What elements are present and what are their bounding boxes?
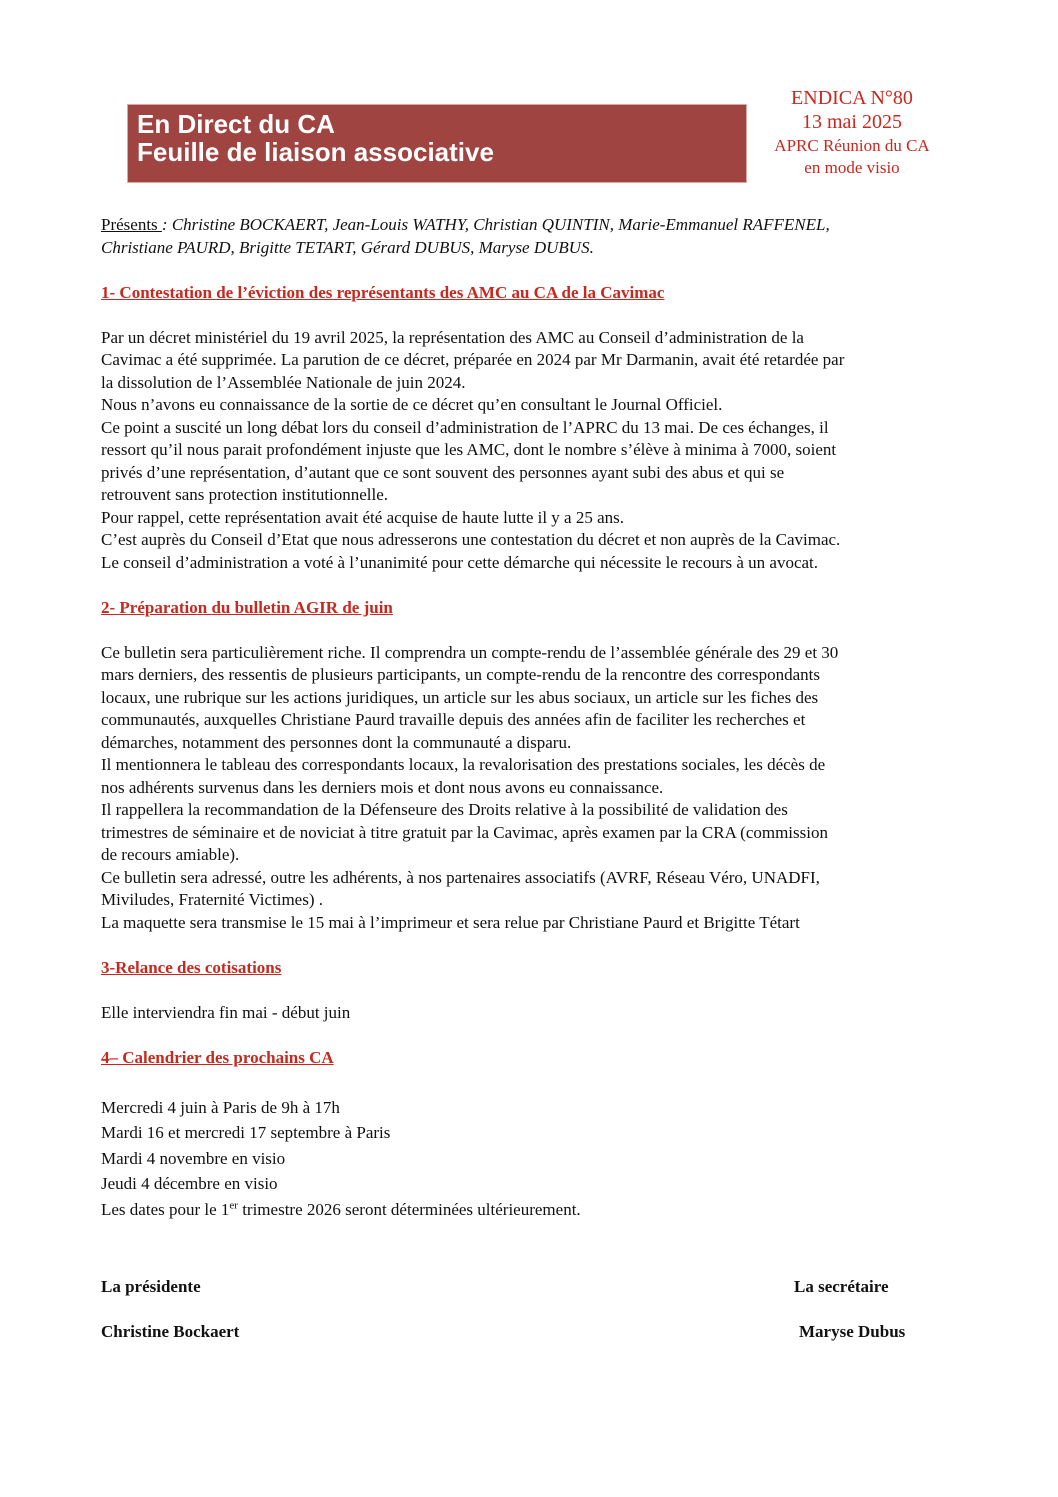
text-line: ressort qu’il nous parait profondément injuste que les AMC, dont le nombre s’élève à minima à 7000, soient	[101, 440, 837, 459]
calendar-list	[101, 1095, 961, 1223]
section2-text	[101, 642, 961, 935]
issue-number: ENDICA N°80	[791, 87, 913, 109]
president-name: Christine Bockaert	[101, 1322, 240, 1341]
text-line: C’est auprès du Conseil d’Etat que nous adresserons une contestation du décret et non auprès de la Cavimac.	[101, 530, 841, 549]
section3-text: Elle interviendra fin mai - début juin	[101, 1002, 351, 1022]
text-line: Par un décret ministériel du 19 avril 2025, la représentation des AMC au Conseil d’administration de la	[101, 327, 804, 347]
calendar-note: Les dates pour le 1er trimestre 2026 seront déterminées ultérieurement.	[101, 1198, 581, 1219]
section4-title: 4– Calendrier des prochains CA	[101, 1047, 334, 1067]
newsletter-banner	[127, 104, 747, 183]
banner-title: En Direct du CA	[137, 109, 335, 139]
secretary-name: Maryse Dubus	[799, 1322, 906, 1341]
calendar-item: Mercredi 4 juin à Paris de 9h à 17h	[101, 1097, 340, 1117]
attendance-label: Présents	[101, 215, 162, 234]
section2-title: 2- Préparation du bulletin AGIR de juin	[101, 597, 393, 617]
attendance-line1: Présents : Christine BOCKAERT, Jean-Louis WATHY, Christian QUINTIN, Marie-Emmanuel RAFFENEL,	[101, 215, 830, 234]
text-line: Le conseil d’administration a voté à l’unanimité pour cette démarche qui nécessite le recours à un avocat.	[101, 552, 819, 572]
text-line: trimestres de séminaire et de noviciat à titre gratuit par la Cavimac, après examen par la CRA (commission	[101, 822, 828, 842]
text-line: Cavimac a été supprimée. La parution de ce décret, préparée en 2024 par Mr Darmanin, avait été retardée par	[101, 350, 845, 369]
section1-title: 1- Contestation de l’éviction des représentants des AMC au CA de la Cavimac	[101, 282, 665, 302]
section3-title: 3-Relance des cotisations	[101, 957, 282, 977]
text-line: Pour rappel, cette représentation avait été acquise de haute lutte il y a 25 ans.	[101, 507, 625, 527]
text-line: démarches, notamment des personnes dont la communauté a disparu.	[101, 732, 572, 752]
calendar-item: Mardi 16 et mercredi 17 septembre à Paris	[101, 1123, 391, 1142]
text-line: Nous n’avons eu connaissance de la sortie de ce décret qu’en consultant le Journal Officiel.	[101, 395, 723, 414]
text-line: la dissolution de l’Assemblée Nationale de juin 2024.	[101, 372, 466, 392]
text-line: Ce bulletin sera particulièrement riche. Il comprendra un compte-rendu de l’assemblée générale des 29 et 30	[101, 642, 839, 662]
president-role: La présidente	[101, 1277, 201, 1296]
text-line: locaux, une rubrique sur les actions juridiques, un article sur les abus sociaux, un article sur les fiches des	[101, 687, 819, 707]
text-line: nos adhérents survenus dans les derniers mois et dont nous avons eu connaissance.	[101, 777, 664, 797]
document-body	[101, 214, 961, 1222]
text-line: Il mentionnera le tableau des correspondants locaux, la revalorisation des prestations sociales, les décès de	[101, 755, 826, 774]
text-line: Ce bulletin sera adressé, outre les adhérents, à nos partenaires associatifs (AVRF, Réseau Véro, UNADFI,	[101, 867, 820, 887]
calendar-item: Mardi 4 novembre en visio	[101, 1148, 286, 1168]
section1-text	[101, 327, 961, 575]
secretary-role: La secrétaire	[794, 1277, 889, 1296]
text-line: Ce point a suscité un long débat lors du conseil d’administration de l’APRC du 13 mai. De ces échanges, il	[101, 417, 829, 437]
text-line: de recours amiable).	[101, 845, 240, 864]
text-line: La maquette sera transmise le 15 mai à l’imprimeur et sera relue par Christiane Paurd et Brigitte Tétart	[101, 912, 800, 932]
calendar-item: Jeudi 4 décembre en visio	[101, 1174, 278, 1193]
meeting-mode: en mode visio	[804, 158, 900, 177]
text-line: retrouvent sans protection institutionnelle.	[101, 485, 389, 504]
text-line: Miviludes, Fraternité Victimes) .	[101, 890, 323, 909]
issue-date: 13 mai 2025	[802, 111, 902, 133]
banner-subtitle: Feuille de liaison associative	[137, 137, 494, 167]
text-line: communautés, auxquelles Christiane Paurd travaille depuis des années afin de faciliter les recherches et	[101, 710, 806, 729]
attendance-line2: Christiane PAURD, Brigitte TETART, Gérard DUBUS, Maryse DUBUS.	[101, 237, 594, 257]
issue-info	[756, 86, 948, 179]
meeting-name: APRC Réunion du CA	[774, 136, 930, 155]
text-line: mars derniers, des ressentis de plusieurs participants, un compte-rendu de la rencontre des correspondants	[101, 665, 820, 684]
text-line: privés d’une représentation, d’autant que ce sont souvent des personnes ayant subi des abus et qui se	[101, 462, 785, 482]
text-line: Il rappellera la recommandation de la Défenseure des Droits relative à la possibilité de validation des	[101, 800, 788, 819]
